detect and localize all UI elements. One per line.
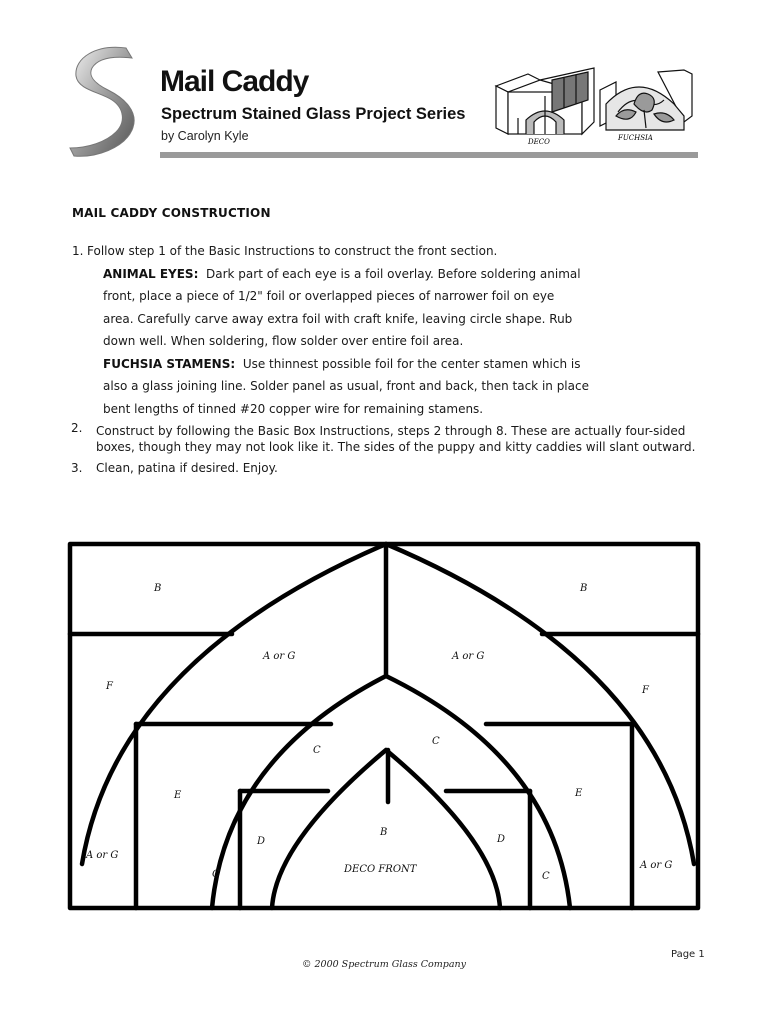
label-f-right: F <box>642 685 649 696</box>
step-number: 2. <box>71 421 83 435</box>
note-label: FUCHSIA STAMENS: <box>103 356 236 371</box>
section-heading: MAIL CADDY CONSTRUCTION <box>72 206 271 220</box>
deco-front-pattern <box>66 538 702 914</box>
label-c-low-right: C <box>542 871 550 882</box>
note-line: also a glass joining line. Solder panel as usual, front and back, then tack in place <box>103 379 589 393</box>
copyright-footer: © 2000 Spectrum Glass Company <box>301 959 467 970</box>
label-c-mid-left: C <box>313 745 321 756</box>
thumb-label-fuchsia: FUCHSIA <box>618 134 653 142</box>
caddy-thumbnails <box>488 60 700 152</box>
note-fuchsia-stamens <box>72 353 712 421</box>
step-text: Clean, patina if desired. Enjoy. <box>96 461 278 475</box>
step-number: 3. <box>71 461 83 475</box>
label-e-right: E <box>575 788 583 799</box>
label-c-low-left: C <box>212 869 220 880</box>
label-aorg-upper-right: A or G <box>452 651 485 662</box>
author-byline: by Carolyn Kyle <box>161 129 249 143</box>
note-line: area. Carefully carve away extra foil with craft knife, leaving circle shape. Rub <box>103 311 573 326</box>
step-number: 1. <box>72 244 84 258</box>
label-b-left: B <box>154 583 162 594</box>
label-d-right: D <box>497 834 506 845</box>
label-e-left: E <box>174 790 182 801</box>
label-b-right: B <box>580 583 588 594</box>
deco-thumbnail <box>496 68 594 134</box>
note-animal-eyes <box>72 263 712 353</box>
series-subtitle: Spectrum Stained Glass Project Series <box>161 105 466 123</box>
page-number: Page 1 <box>671 949 705 960</box>
label-c-mid-right: C <box>432 736 440 747</box>
step-1 <box>72 240 712 263</box>
note-line: bent lengths of tinned #20 copper wire for remaining stamens. <box>103 401 484 416</box>
page-title: Mail Caddy <box>160 65 309 98</box>
note-label: ANIMAL EYES: <box>103 266 199 281</box>
step-2 <box>72 420 712 457</box>
label-aorg-upper-left: A or G <box>263 651 296 662</box>
instruction-steps <box>72 240 712 480</box>
spectrum-logo <box>66 44 138 164</box>
step-text: Follow step 1 of the Basic Instructions to construct the front section. <box>87 244 498 258</box>
label-aorg-lower-left: A or G <box>86 850 119 861</box>
note-line: down well. When soldering, flow solder over entire foil area. <box>103 334 464 348</box>
label-b-center: B <box>380 827 388 838</box>
note-line: front, place a piece of 1/2" foil or overlapped pieces of narrower foil on eye <box>103 289 555 303</box>
note-line: Use thinnest possible foil for the center stamen which is <box>242 356 581 371</box>
label-d-left: D <box>257 836 266 847</box>
thumb-label-deco: DECO <box>528 138 550 146</box>
label-f-left: F <box>106 681 113 692</box>
label-aorg-lower-right: A or G <box>640 860 673 871</box>
note-line: Dark part of each eye is a foil overlay. Before soldering animal <box>206 266 581 281</box>
header-divider <box>160 152 698 158</box>
fuchsia-thumbnail <box>600 70 692 130</box>
label-deco-front: DECO FRONT <box>344 864 417 875</box>
step-text: Construct by following the Basic Box Instructions, steps 2 through 8. These are actually four-sided boxes, though they may not look like it. The sides of the puppy and kitty caddies will slant outward. <box>96 424 696 454</box>
step-3 <box>72 457 712 480</box>
